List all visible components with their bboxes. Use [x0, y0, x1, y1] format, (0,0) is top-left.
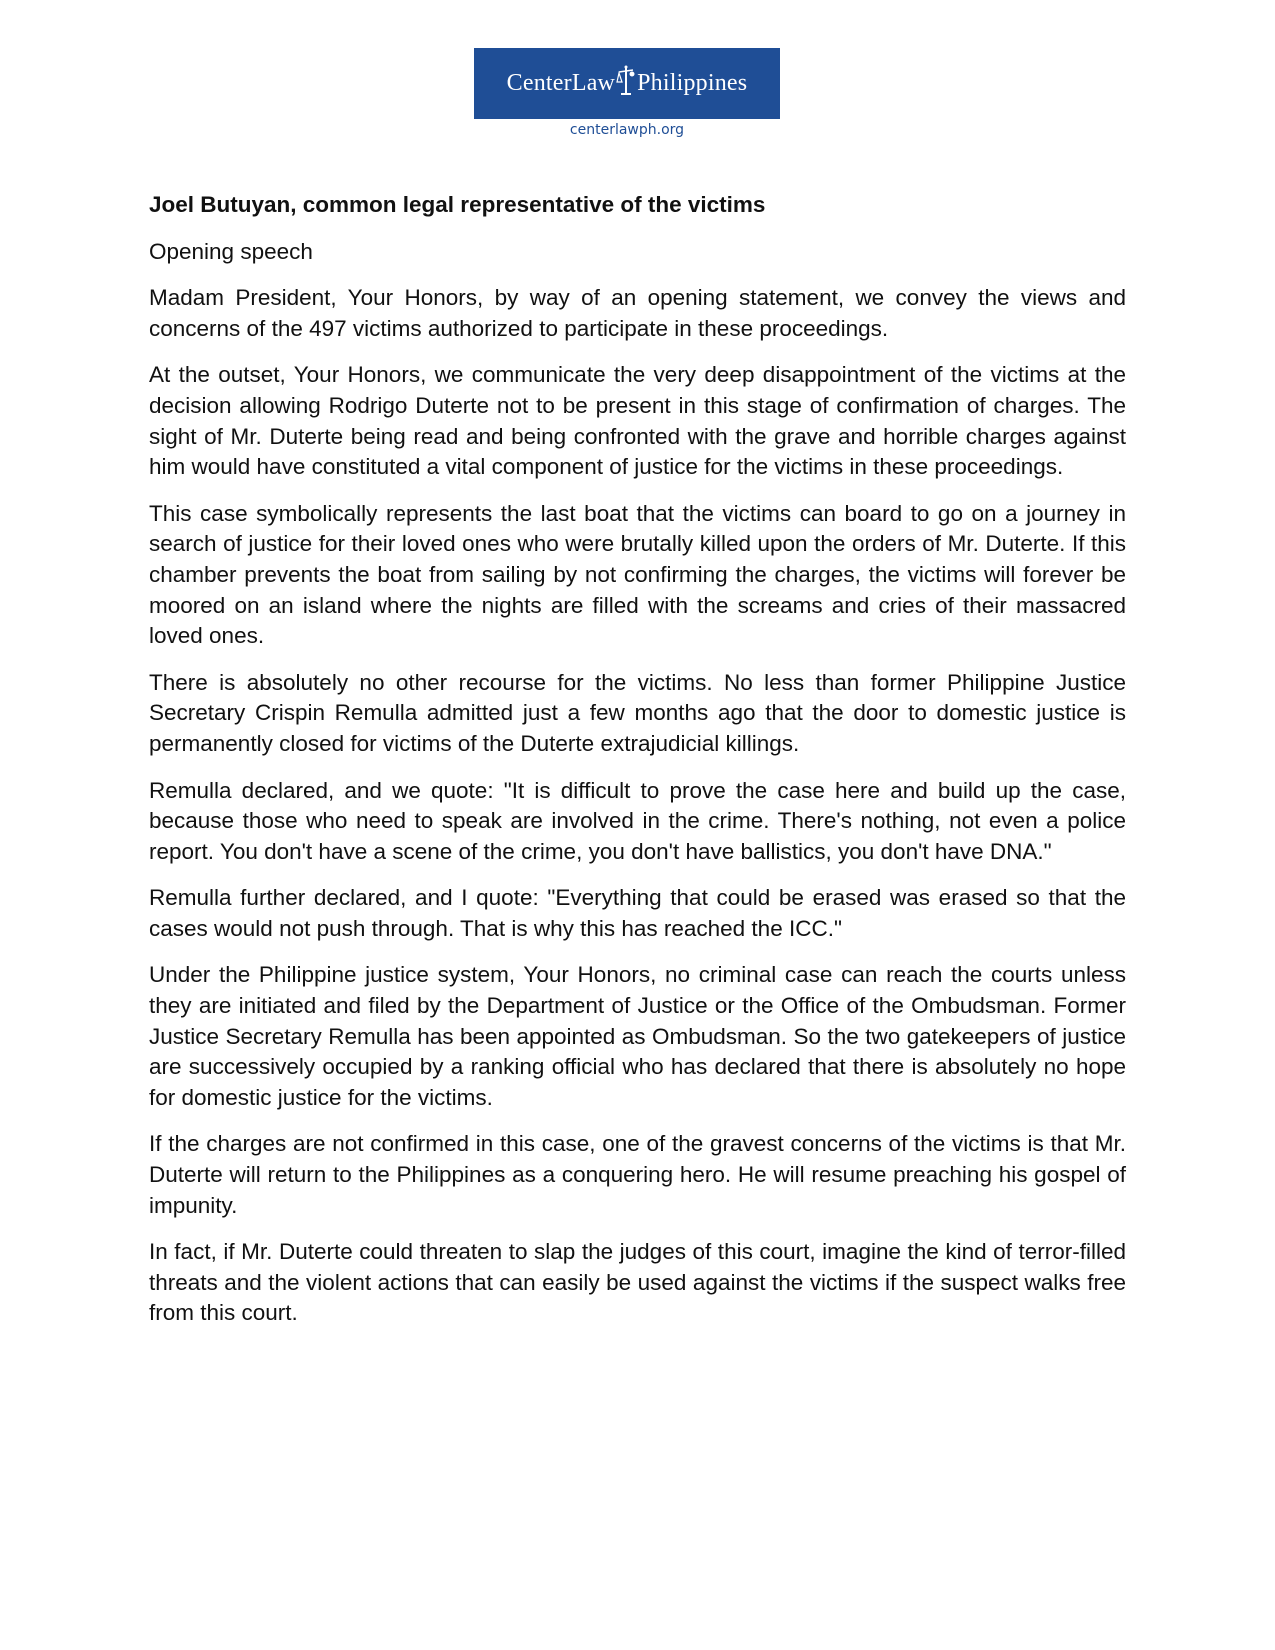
document-title: Joel Butuyan, common legal representative of the victims — [149, 192, 766, 217]
organization-logo — [474, 48, 780, 138]
paragraph: There is absolutely no other recourse for the victims. No less than former Philippine Justice Secretary Crispin Remulla admitted just a few months ago that the door to domestic justice is permanently closed for victims of the Duterte extrajudicial killings. — [149, 669, 1126, 756]
logo-name-left: CenterLaw — [506, 70, 616, 96]
paragraph: If the charges are not confirmed in this case, one of the gravest concerns of the victims is that Mr. Duterte will return to the Philippines as a conquering hero. He will resume preaching his gospel of impunity. — [149, 1131, 1126, 1218]
scales-of-justice-icon — [616, 64, 636, 98]
document-subtitle: Opening speech — [149, 238, 313, 264]
paragraph: Remulla declared, and we quote: "It is difficult to prove the case here and build up the case, because those who need to speak are involved in the crime. There's nothing, not even a police report. You don't have a scene of the crime, you don't have ballistics, you don't have DNA." — [149, 777, 1126, 864]
paragraph: At the outset, Your Honors, we communicate the very deep disappointment of the victims at the decision allowing Rodrigo Duterte not to be present in this stage of confirmation of charges. The sight of Mr. Duterte being read and being confronted with the grave and horrible charges against him would have constituted a vital component of justice for the victims in these proceedings. — [149, 362, 1126, 480]
paragraph: Under the Philippine justice system, Your Honors, no criminal case can reach the courts unless they are initiated and filed by the Department of Justice or the Office of the Ombudsman. Former Justice Secretary Remulla has been appointed as Ombudsman. So the two gatekeepers of justice are successively occupied by a ranking official who has declared that there is absolutely no hope for domestic justice for the victims. — [149, 962, 1126, 1110]
logo-url: centerlawph.org — [569, 122, 685, 138]
logo-name-right: Philippines — [637, 70, 748, 96]
logo-banner — [474, 48, 780, 119]
paragraph: This case symbolically represents the last boat that the victims can board to go on a journey in search of justice for their loved ones who were brutally killed upon the orders of Mr. Duterte. If this chamber prevents the boat from sailing by not confirming the charges, the victims will forever be moored on an island where the nights are filled with the screams and cries of their massacred loved ones. — [149, 500, 1126, 649]
document-body — [149, 190, 1126, 1345]
paragraph: In fact, if Mr. Duterte could threaten to slap the judges of this court, imagine the kind of terror-filled threats and the violent actions that can easily be used against the victims if the suspect walks free from this court. — [149, 1239, 1126, 1326]
paragraph: Remulla further declared, and I quote: "Everything that could be erased was erased so that the cases would not push through. That is why this has reached the ICC." — [149, 885, 1126, 941]
paragraph: Madam President, Your Honors, by way of an opening statement, we convey the views and concerns of the 497 victims authorized to participate in these proceedings. — [149, 285, 1126, 341]
